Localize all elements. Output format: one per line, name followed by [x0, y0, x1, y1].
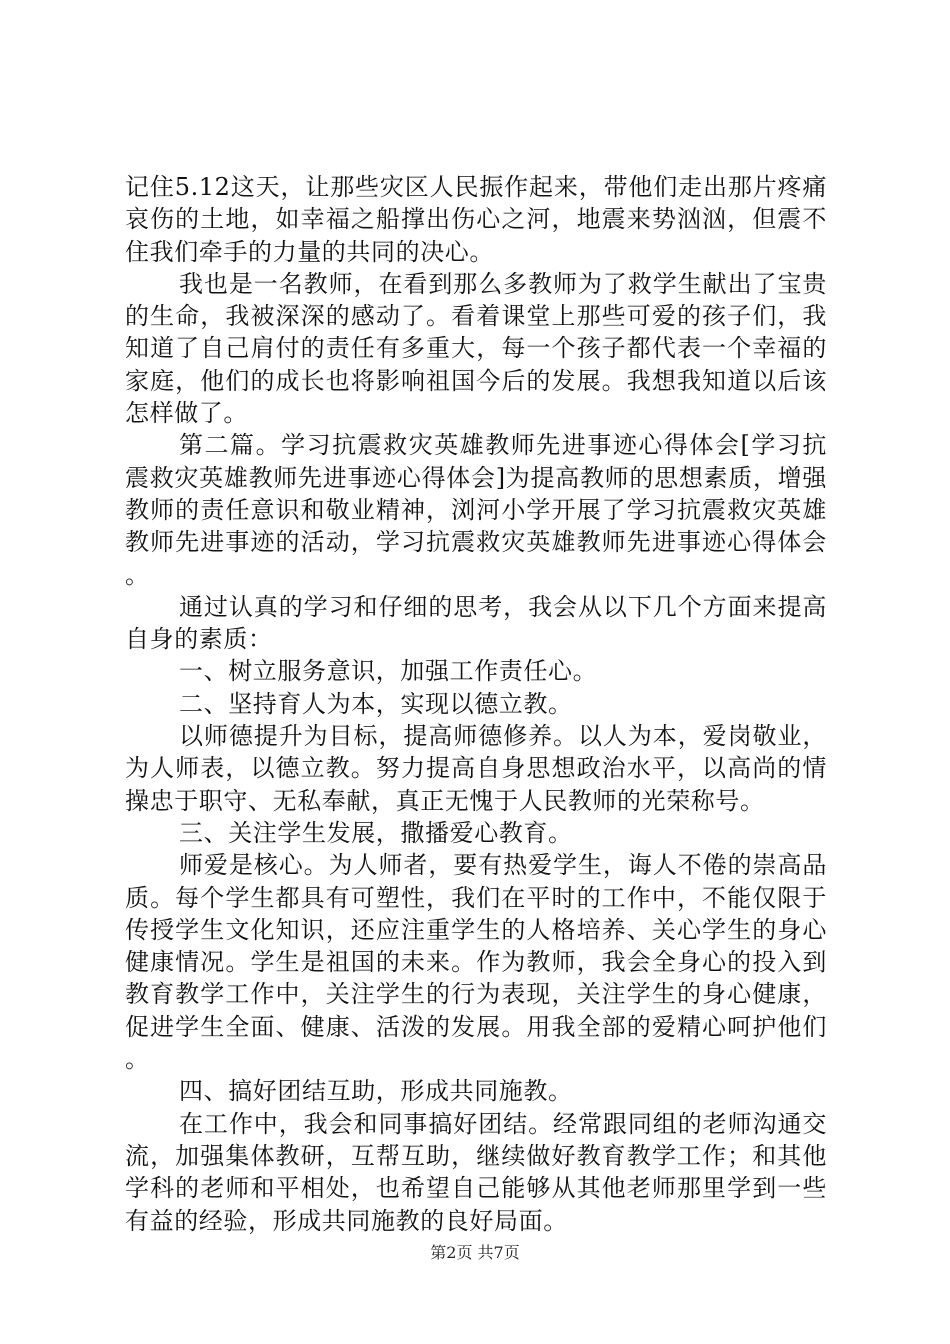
paragraph-3: 第二篇。学习抗震救灾英雄教师先进事迹心得体会[学习抗震救灾英雄教师先进事迹心得体会]为提高教师的思想素质，增强教师的责任意识和敬业精神，浏河小学开展了学习抗震救灾英雄教师先进事迹的活动，学习抗震救灾英雄教师先进事迹心得体会。: [125, 431, 827, 589]
document-body: [125, 171, 827, 1237]
paragraph-1: 记住5.12这天，让那些灾区人民振作起来，带他们走出那片疼痛哀伤的土地，如幸福之船撑出伤心之河，地震来势汹汹，但震不住我们牵手的力量的共同的决心。: [125, 173, 827, 266]
paragraph-5: 以师德提升为目标，提高师德修养。以人为本，爱岗敬业，为人师表，以德立教。努力提高自身思想政治水平，以高尚的情操忠于职守、无私奉献，真正无愧于人民教师的光荣称号。: [125, 722, 827, 815]
section-heading-3: 三、关注学生发展，撒播爱心教育。: [179, 818, 573, 847]
page-number-label: 第2页 共7页: [430, 1243, 520, 1262]
page-footer: [0, 1243, 950, 1263]
paragraph-4: 通过认真的学习和仔细的思考，我会从以下几个方面来提高自身的素质：: [125, 592, 827, 654]
section-heading-2: 二、坚持育人为本，实现以德立教。: [179, 689, 573, 718]
section-heading-1: 一、树立服务意识，加强工作责任心。: [179, 657, 598, 686]
section-heading-4: 四、搞好团结互助，形成共同施教。: [179, 1077, 573, 1106]
paragraph-2: 我也是一名教师，在看到那么多教师为了救学生献出了宝贵的生命，我被深深的感动了。看着课堂上那些可爱的孩子们，我知道了自己肩付的责任有多重大，每一个孩子都代表一个幸福的家庭，他们的成长也将影响祖国今后的发展。我想我知道以后该怎样做了。: [125, 269, 827, 428]
paragraph-6: 师爱是核心。为人师者，要有热爱学生，诲人不倦的崇高品质。每个学生都具有可塑性，我们在平时的工作中，不能仅限于传授学生文化知识，还应注重学生的人格培养、关心学生的身心健康情况。学生是祖国的未来。作为教师，我会全身心的投入到教育教学工作中，关注学生的行为表现，关注学生的身心健康，促进学生全面、健康、活泼的发展。用我全部的爱精心呵护他们。: [125, 851, 827, 1074]
paragraph-7: 在工作中，我会和同事搞好团结。经常跟同组的老师沟通交流，加强集体教研，互帮互助，继续做好教育教学工作；和其他学科的老师和平相处，也希望自己能够从其他老师那里学到一些有益的经验，形成共同施教的良好局面。: [125, 1109, 827, 1235]
